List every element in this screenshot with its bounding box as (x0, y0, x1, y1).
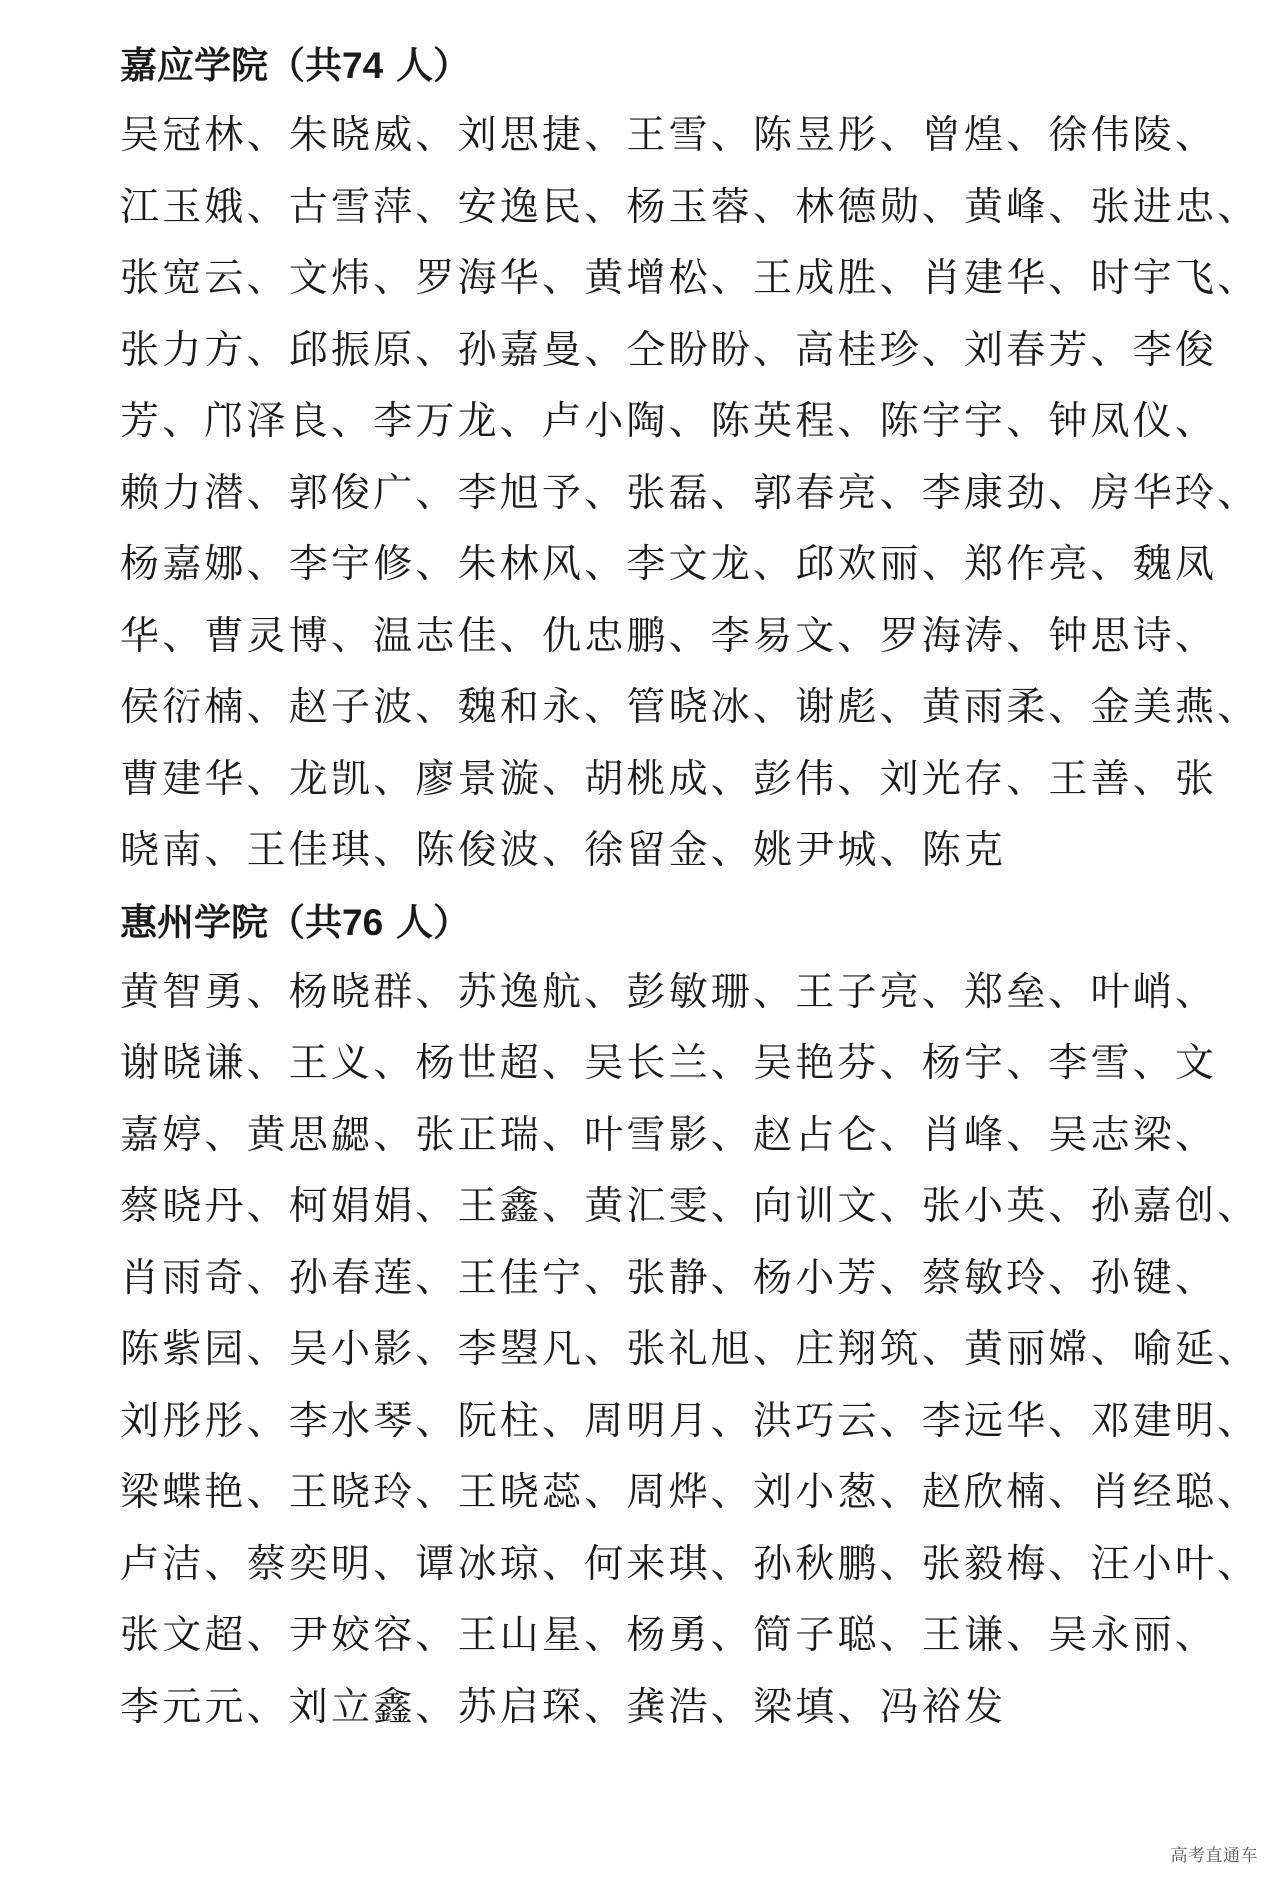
name-line: 江玉娥、古雪萍、安逸民、杨玉蓉、林德勋、黄峰、张进忠、 (120, 184, 1260, 230)
section-title-suffix: 人） (396, 43, 471, 87)
name-line: 嘉婷、黄思勰、张正瑞、叶雪影、赵占仑、肖峰、吴志梁、 (120, 1112, 1218, 1158)
section-huizhou (120, 887, 1260, 1744)
name-line: 晓南、王佳琪、陈俊波、徐留金、姚尹城、陈克 (120, 828, 1007, 873)
name-line: 张力方、邱振原、孙嘉曼、仝盼盼、高桂珍、刘春芳、李俊 (120, 327, 1218, 373)
name-line: 芳、邝泽良、李万龙、卢小陶、陈英程、陈宇宇、钟凤仪、 (120, 399, 1218, 444)
name-line: 华、曹灵博、温志佳、仇忠鹏、李易文、罗海涛、钟思诗、 (120, 613, 1218, 659)
section-count: 74 (342, 45, 384, 86)
name-line: 杨嘉娜、李宇修、朱林风、李文龙、邱欢丽、郑作亮、魏凤 (120, 542, 1218, 587)
name-line: 侯衍楠、赵子波、魏和永、管晓冰、谢彪、黄雨柔、金美燕、 (120, 685, 1260, 730)
name-line: 张宽云、文炜、罗海华、黄增松、王成胜、肖建华、时宇飞、 (120, 256, 1260, 301)
document-body (120, 30, 1260, 1743)
section-jiaying (120, 30, 1260, 887)
section-title-prefix: 嘉应学院（共 (120, 43, 342, 87)
name-line: 陈紫园、吴小影、李曌凡、张礼旭、庄翔筑、黄丽嫦、喻延、 (120, 1327, 1260, 1372)
section-title-suffix: 人） (396, 899, 471, 944)
section-heading (120, 30, 1180, 100)
name-line: 刘彤彤、李水琴、阮柱、周明月、洪巧云、李远华、邓建明、 (120, 1398, 1260, 1444)
name-line: 张文超、尹姣容、王山星、杨勇、简子聪、王谦、吴永丽、 (120, 1613, 1218, 1658)
name-line: 谢晓谦、王义、杨世超、吴长兰、吴艳芬、杨宇、李雪、文 (120, 1041, 1218, 1086)
name-line: 吴冠林、朱晓威、刘思捷、王雪、陈昱彤、曾煌、徐伟陵、 (120, 113, 1218, 158)
name-line: 蔡晓丹、柯娟娟、王鑫、黄汇雯、向训文、张小英、孙嘉创、 (120, 1184, 1260, 1229)
name-line: 曹建华、龙凯、廖景漩、胡桃成、彭伟、刘光存、王善、张 (120, 756, 1218, 802)
name-line: 李元元、刘立鑫、苏启琛、龚浩、梁填、冯裕发 (120, 1684, 1007, 1730)
name-line: 卢洁、蔡奕明、谭冰琼、何来琪、孙秋鹏、张毅梅、汪小叶、 (120, 1541, 1260, 1587)
watermark-text: 高考直通车 (1170, 1846, 1258, 1865)
name-list (120, 957, 1260, 1744)
name-line: 黄智勇、杨晓群、苏逸航、彭敏珊、王子亮、郑垒、叶峭、 (120, 969, 1218, 1015)
name-list (120, 100, 1260, 887)
section-title-prefix: 惠州学院（共 (120, 899, 342, 944)
name-line: 赖力潜、郭俊广、李旭予、张磊、郭春亮、李康劲、房华玲、 (120, 470, 1260, 516)
section-count: 76 (342, 901, 384, 943)
name-line: 肖雨奇、孙春莲、王佳宁、张静、杨小芳、蔡敏玲、孙键、 (120, 1255, 1218, 1301)
section-heading (120, 887, 1180, 957)
name-line: 梁蝶艳、王晓玲、王晓蕊、周烨、刘小葱、赵欣楠、肖经聪、 (120, 1470, 1260, 1515)
